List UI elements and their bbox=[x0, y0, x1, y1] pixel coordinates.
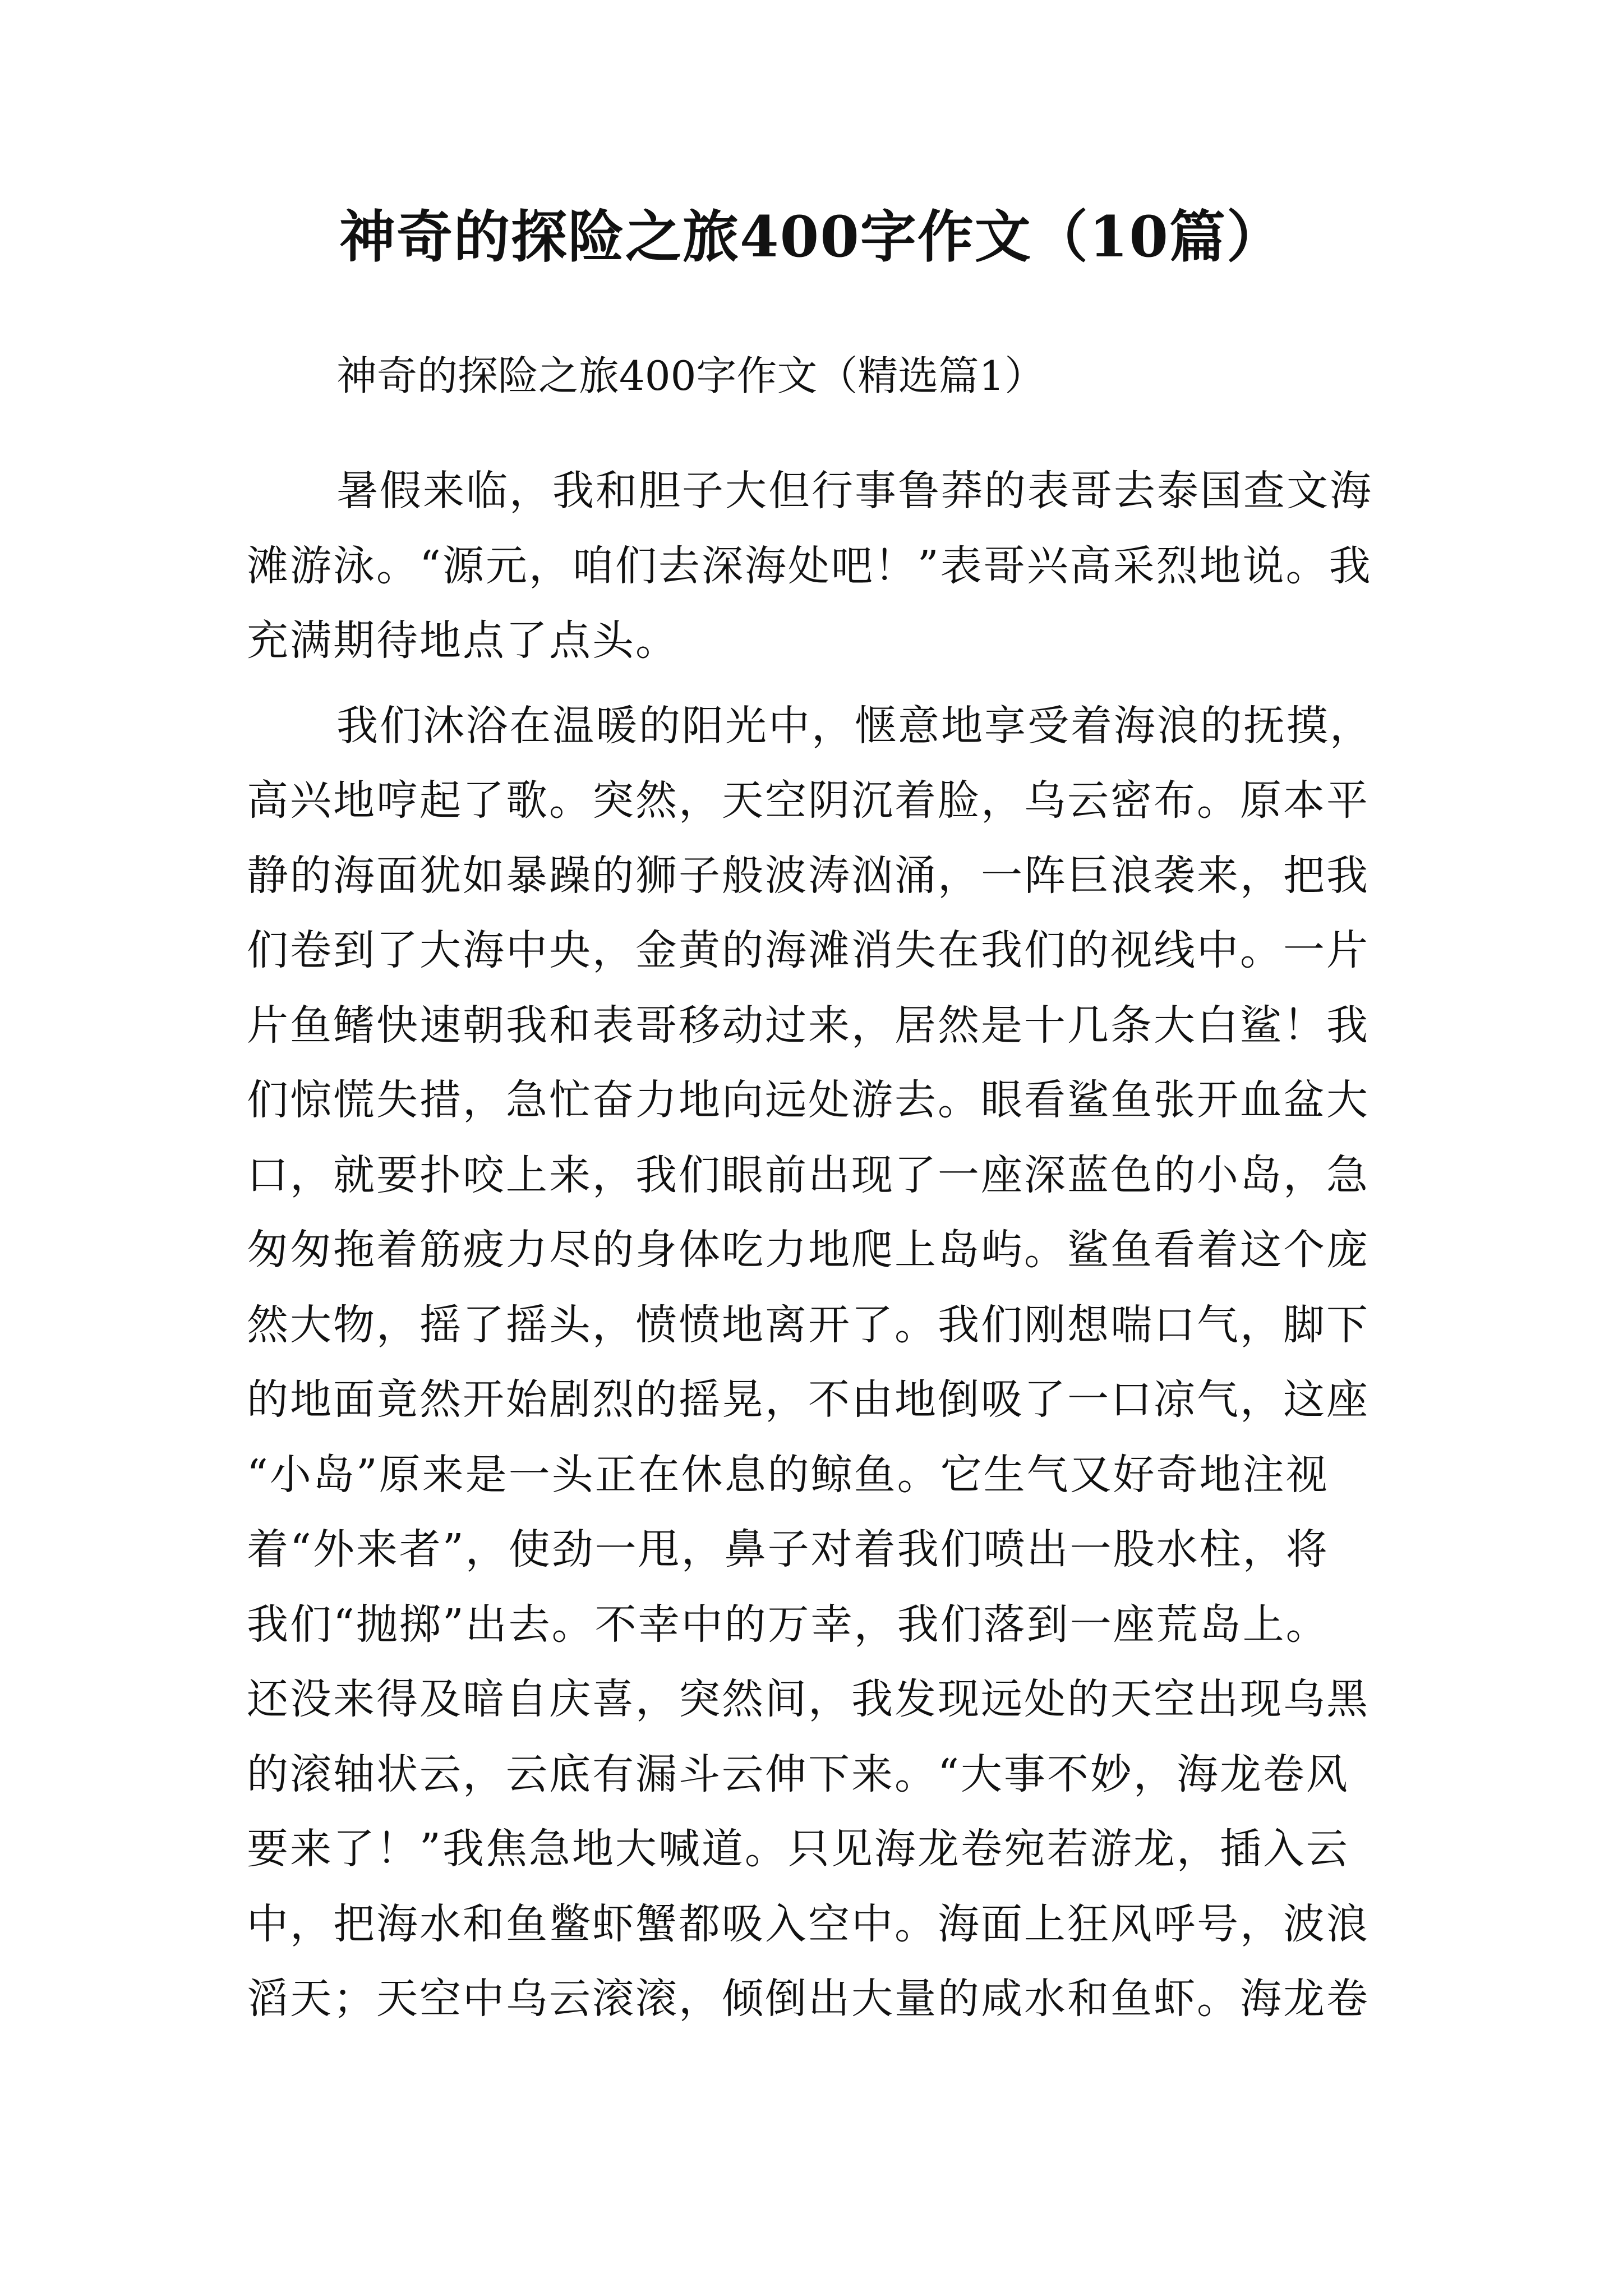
section-heading: 神奇的探险之旅400字作文（精选篇1） bbox=[336, 352, 1045, 399]
text-line: 的地面竟然开始剧烈的摇晃，不由地倒吸了一口凉气，这座 bbox=[247, 1375, 1370, 1424]
text-line: 着“外来者”，使劲一甩，鼻子对着我们喷出一股水柱，将 bbox=[247, 1525, 1329, 1573]
text-line: 们惊慌失措，急忙奋力地向远处游去。眼看鲨鱼张开血盆大 bbox=[247, 1076, 1370, 1124]
text-line: 静的海面犹如暴躁的狮子般波涛汹涌，一阵巨浪袭来，把我 bbox=[247, 851, 1370, 900]
text-line: 充满期待地点了点头。 bbox=[247, 616, 679, 665]
text-line: 的滚轴状云，云底有漏斗云伸下来。“大事不妙，海龙卷风 bbox=[247, 1750, 1349, 1798]
article-body bbox=[247, 454, 1424, 2037]
text-line: 我们“抛掷”出去。不幸中的万幸，我们落到一座荒岛上。 bbox=[247, 1600, 1329, 1649]
text-line: 滩游泳。“源元，咱们去深海处吧！”表哥兴高采烈地说。我 bbox=[247, 541, 1372, 590]
text-line: 口，就要扑咬上来，我们眼前出现了一座深蓝色的小岛，急 bbox=[247, 1151, 1370, 1199]
text-line: 滔天；天空中乌云滚滚，倾倒出大量的咸水和鱼虾。海龙卷 bbox=[247, 1975, 1370, 2023]
text-line: 匆匆拖着筋疲力尽的身体吃力地爬上岛屿。鲨鱼看着这个庞 bbox=[247, 1226, 1370, 1274]
text-line: 中，把海水和鱼鳖虾蟹都吸入空中。海面上狂风呼号，波浪 bbox=[247, 1899, 1370, 1948]
text-line: 要来了！”我焦急地大喊道。只见海龙卷宛若游龙，插入云 bbox=[247, 1825, 1349, 1873]
text-line: 高兴地哼起了歌。突然，天空阴沉着脸，乌云密布。原本平 bbox=[247, 776, 1370, 825]
text-line: 还没来得及暗自庆喜，突然间，我发现远处的天空出现乌黑 bbox=[247, 1675, 1370, 1723]
text-line: 暑假来临，我和胆子大但行事鲁莽的表哥去泰国查文海 bbox=[336, 467, 1373, 515]
paragraph-1 bbox=[247, 454, 1424, 679]
document-title: 神奇的探险之旅400字作文（10篇） bbox=[339, 204, 1284, 270]
text-line: 我们沐浴在温暖的阳光中，惬意地享受着海浪的抚摸， bbox=[336, 701, 1373, 750]
paragraph-gap bbox=[247, 679, 1424, 689]
text-line: 片鱼鳍快速朝我和表哥移动过来，居然是十几条大白鲨！我 bbox=[247, 1001, 1370, 1050]
paragraph-2 bbox=[247, 689, 1424, 2037]
text-line: 然大物，摇了摇头，愤愤地离开了。我们刚想喘口气，脚下 bbox=[247, 1300, 1370, 1349]
text-line: “小岛”原来是一头正在休息的鲸鱼。它生气又好奇地注视 bbox=[247, 1450, 1329, 1499]
text-line: 们卷到了大海中央，金黄的海滩消失在我们的视线中。一片 bbox=[247, 926, 1370, 974]
